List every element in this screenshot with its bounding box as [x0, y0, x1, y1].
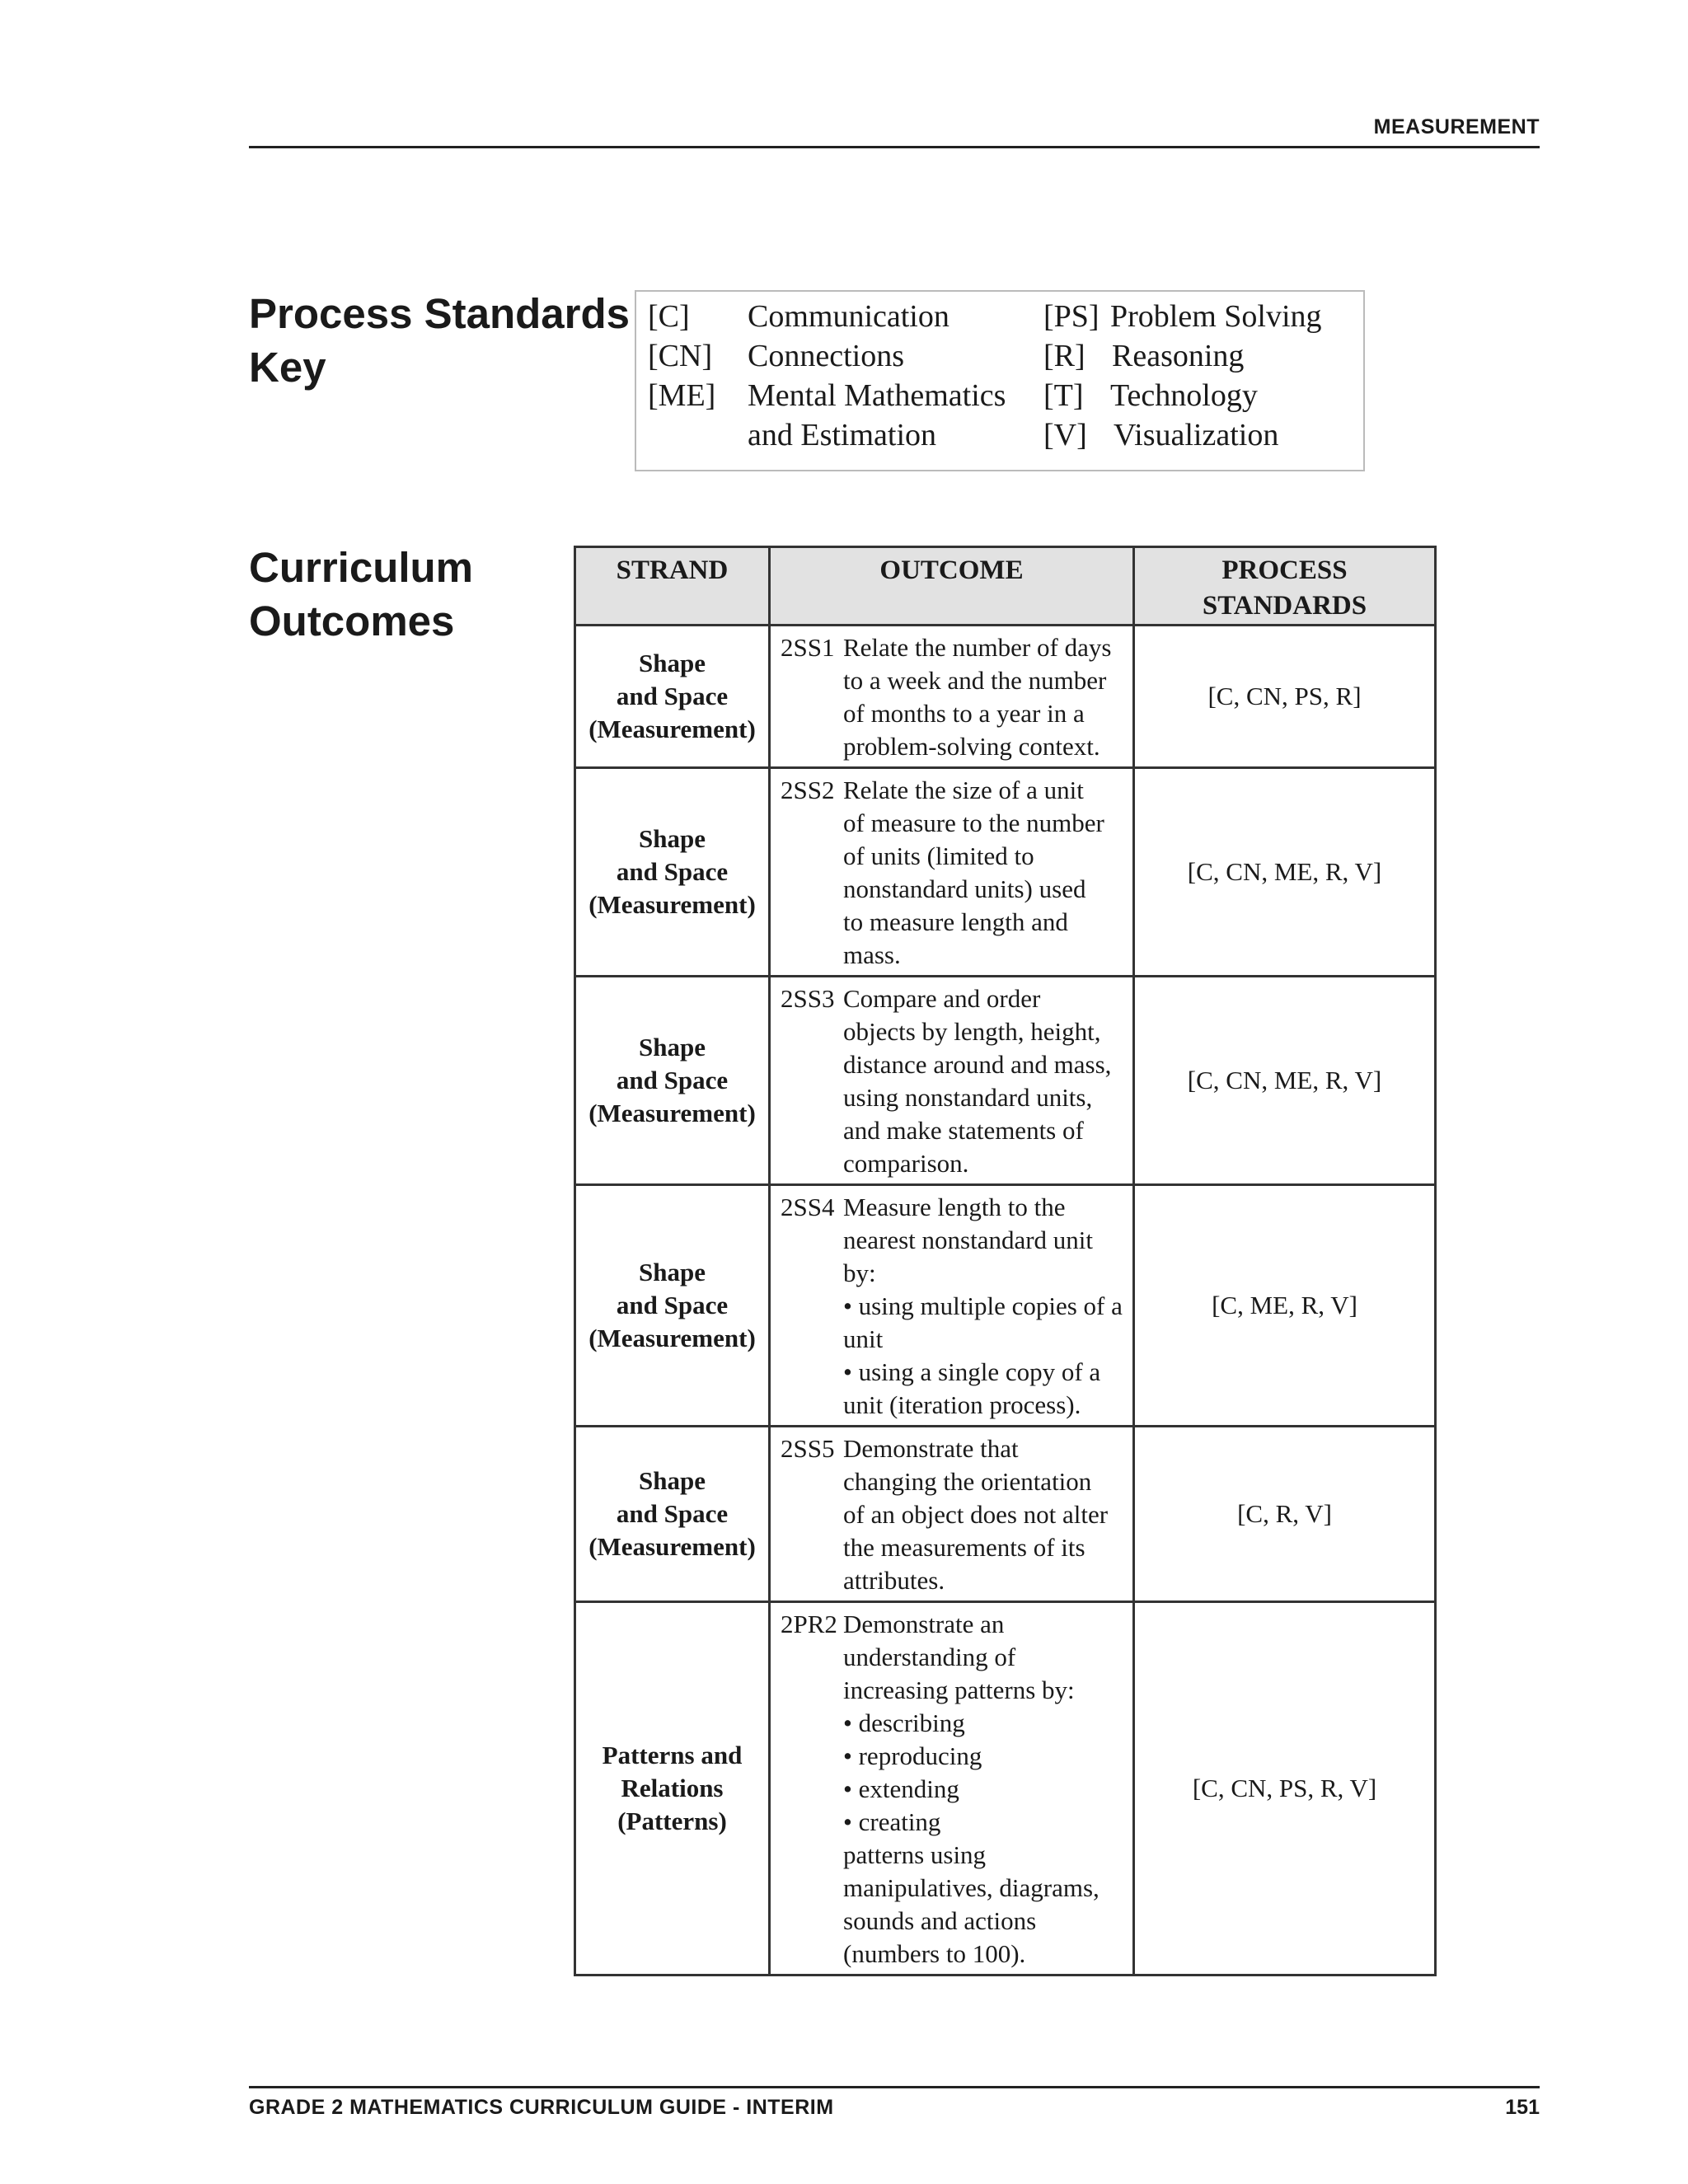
outcome-line: increasing patterns by: — [843, 1675, 1075, 1704]
outcome-bullet-list — [843, 1707, 1126, 1839]
outcome-code: 2PR2 — [781, 1610, 837, 1638]
outcome-bullet: • creating — [843, 1806, 1126, 1839]
outcome-line: of units (limited to — [843, 841, 1034, 870]
outcome-line: nonstandard units) used — [843, 874, 1086, 903]
outcome-line: sounds and actions — [843, 1906, 1037, 1935]
table-row — [575, 1185, 1436, 1427]
strand-line: and Space — [616, 682, 729, 710]
outcome-bullet: • using multiple copies of a unit — [843, 1290, 1126, 1356]
column-header-outcome: OUTCOME — [770, 547, 1134, 626]
strand-line: Relations — [621, 1774, 724, 1802]
outcome-text — [781, 1432, 1126, 1597]
outcome-line: Demonstrate an — [843, 1610, 1005, 1638]
outcome-text — [781, 982, 1126, 1180]
column-header-process-standards — [1134, 547, 1436, 626]
header-line: STANDARDS — [1202, 591, 1367, 621]
outcome-line: by: — [843, 1258, 876, 1287]
key-label: Communication — [748, 299, 950, 334]
footer-page-number: 151 — [1505, 2096, 1540, 2119]
outcome-line: of months to a year in a — [843, 699, 1085, 728]
outcome-line: using nonstandard units, — [843, 1083, 1093, 1112]
outcome-cell — [770, 977, 1134, 1185]
strand-line: and Space — [616, 857, 729, 886]
key-code: [R] — [1043, 339, 1085, 373]
process-standards-cell: [C, CN, ME, R, V] — [1134, 768, 1436, 977]
outcome-line: (numbers to 100). — [843, 1939, 1026, 1968]
outcome-line: manipulatives, diagrams, — [843, 1873, 1100, 1902]
outcome-text — [781, 774, 1126, 972]
key-code: [PS] — [1043, 299, 1100, 334]
outcome-bullet: • using a single copy of a unit (iteration process). — [843, 1356, 1126, 1422]
outcome-line: Compare and order — [843, 984, 1041, 1013]
process-standards-key-box — [635, 290, 1365, 471]
outcome-line: and make statements of — [843, 1116, 1084, 1145]
curriculum-outcomes-heading — [249, 541, 473, 648]
outcome-code: 2SS4 — [781, 1193, 835, 1221]
strand-line: Shape — [639, 1466, 706, 1495]
running-head-title: MEASUREMENT — [1373, 115, 1540, 138]
process-standards-cell: [C, CN, PS, R, V] — [1134, 1602, 1436, 1975]
heading-line: Outcomes — [249, 598, 455, 644]
process-standards-cell: [C, ME, R, V] — [1134, 1185, 1436, 1427]
strand-line: (Patterns) — [617, 1807, 727, 1835]
outcome-bullet: • reproducing — [843, 1740, 1126, 1773]
column-header-strand: STRAND — [575, 547, 770, 626]
outcome-line: nearest nonstandard unit — [843, 1226, 1094, 1254]
table-row — [575, 1427, 1436, 1602]
outcome-code: 2SS1 — [781, 633, 835, 662]
outcome-text — [781, 1608, 1126, 1971]
outcome-bullet: • describing — [843, 1707, 1126, 1740]
footer-guide-title: GRADE 2 MATHEMATICS CURRICULUM GUIDE - INTERIM — [249, 2096, 834, 2119]
outcome-line: problem-solving context. — [843, 732, 1100, 761]
strand-line: and Space — [616, 1066, 729, 1094]
key-label: Connections — [748, 339, 904, 373]
outcome-line: of measure to the number — [843, 808, 1104, 837]
outcome-line: to measure length and — [843, 907, 1068, 936]
strand-line: and Space — [616, 1499, 729, 1528]
key-code: [T] — [1043, 378, 1084, 413]
strand-cell — [575, 977, 770, 1185]
heading-line: Process Standards — [249, 290, 631, 337]
table-header-row — [575, 547, 1436, 626]
outcome-cell — [770, 1602, 1134, 1975]
strand-line: (Measurement) — [588, 1532, 756, 1561]
outcome-text — [781, 631, 1126, 763]
outcome-cell — [770, 768, 1134, 977]
outcome-line: of an object does not alter — [843, 1500, 1109, 1529]
outcome-code: 2SS3 — [781, 984, 835, 1013]
key-code: [CN] — [648, 339, 713, 373]
strand-line: Shape — [639, 824, 706, 853]
strand-line: (Measurement) — [588, 890, 756, 919]
key-label: Visualization — [1114, 418, 1279, 452]
strand-line: Shape — [639, 649, 706, 677]
outcome-line: patterns using — [843, 1840, 987, 1869]
outcome-line: Relate the number of days — [843, 633, 1112, 662]
strand-cell — [575, 768, 770, 977]
strand-cell — [575, 626, 770, 768]
outcome-line: comparison. — [843, 1149, 969, 1178]
strand-line: and Space — [616, 1291, 729, 1319]
outcome-line: mass. — [843, 940, 901, 969]
outcome-line: understanding of — [843, 1643, 1016, 1671]
heading-line: Key — [249, 344, 326, 391]
outcome-line: changing the orientation — [843, 1467, 1092, 1496]
outcome-bullet-list — [843, 1290, 1126, 1422]
strand-cell — [575, 1185, 770, 1427]
key-label: Mental Mathematics — [748, 378, 1006, 413]
table-row — [575, 768, 1436, 977]
outcome-code: 2SS2 — [781, 776, 835, 804]
key-label: Reasoning — [1112, 339, 1245, 373]
outcome-line: objects by length, height, — [843, 1017, 1101, 1046]
heading-line: Curriculum — [249, 544, 474, 591]
process-standards-cell: [C, R, V] — [1134, 1427, 1436, 1602]
strand-line: Shape — [639, 1258, 706, 1286]
outcome-line: the measurements of its — [843, 1533, 1085, 1562]
process-standards-heading — [249, 287, 630, 394]
key-code: [C] — [648, 299, 690, 334]
process-standards-cell: [C, CN, ME, R, V] — [1134, 977, 1436, 1185]
footer-rule — [249, 2086, 1540, 2088]
outcome-line: attributes. — [843, 1566, 945, 1595]
table-row — [575, 977, 1436, 1185]
curriculum-outcomes-table — [574, 546, 1437, 1976]
strand-line: Patterns and — [602, 1741, 743, 1769]
strand-line: (Measurement) — [588, 1099, 756, 1127]
table-row — [575, 1602, 1436, 1975]
outcome-line: Demonstrate that — [843, 1434, 1019, 1463]
strand-cell — [575, 1427, 770, 1602]
strand-line: (Measurement) — [588, 715, 756, 743]
key-label: and Estimation — [748, 418, 937, 452]
outcome-line: distance around and mass, — [843, 1050, 1112, 1079]
outcome-text — [781, 1191, 1126, 1422]
outcome-bullet: • extending — [843, 1773, 1126, 1806]
header-line: PROCESS — [1221, 555, 1348, 585]
outcome-cell — [770, 1427, 1134, 1602]
outcome-cell — [770, 1185, 1134, 1427]
key-code: [ME] — [648, 378, 716, 413]
outcome-line: Relate the size of a unit — [843, 776, 1084, 804]
key-label: Problem Solving — [1110, 299, 1322, 334]
strand-cell — [575, 1602, 770, 1975]
strand-line: (Measurement) — [588, 1324, 756, 1352]
outcome-cell — [770, 626, 1134, 768]
outcome-line: Measure length to the — [843, 1193, 1066, 1221]
strand-line: Shape — [639, 1033, 706, 1062]
table-body — [575, 626, 1436, 1975]
key-code: [V] — [1043, 418, 1087, 452]
key-label: Technology — [1110, 378, 1258, 413]
outcome-line: to a week and the number — [843, 666, 1107, 695]
outcome-code: 2SS5 — [781, 1434, 835, 1463]
process-standards-cell: [C, CN, PS, R] — [1134, 626, 1436, 768]
header-rule — [249, 146, 1540, 148]
table-row — [575, 626, 1436, 768]
